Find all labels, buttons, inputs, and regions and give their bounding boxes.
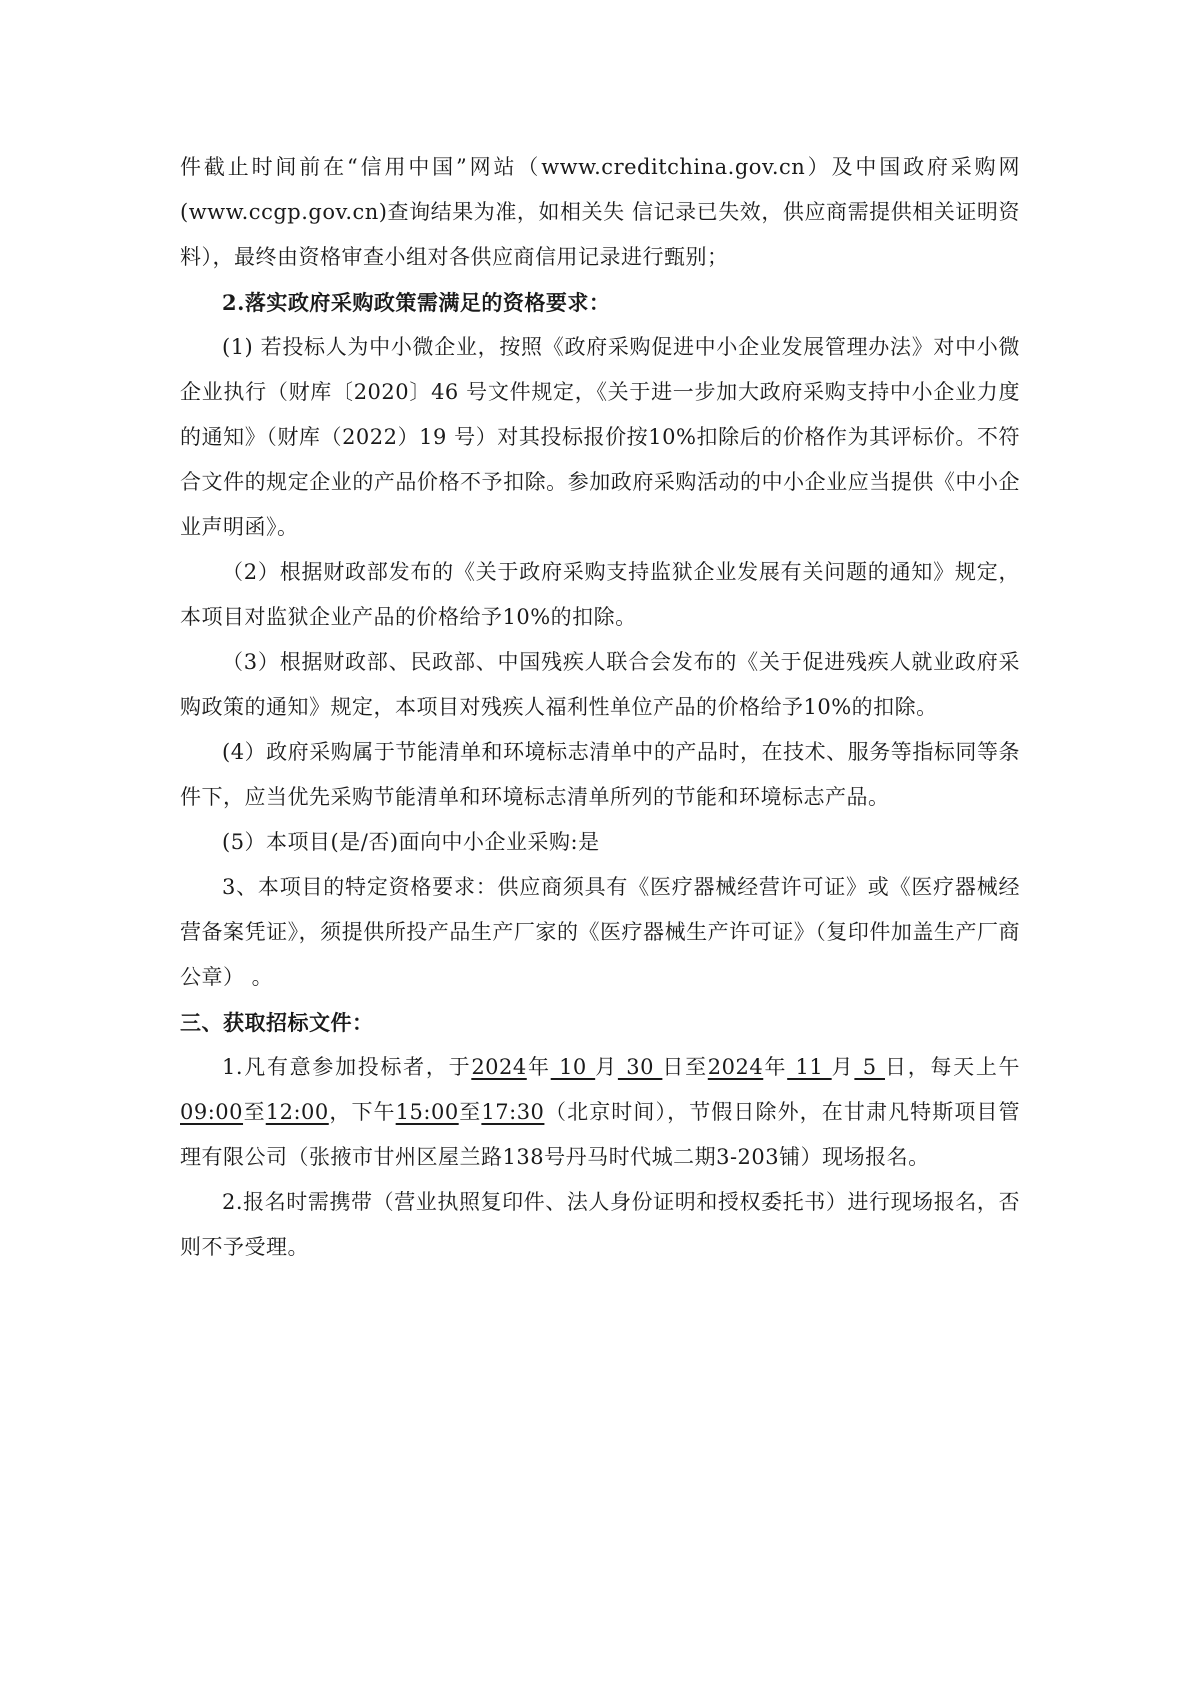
policy-item-5: (5）本项目(是/否)面向中小企业采购:是 [222,830,600,854]
obtain-item-1 [180,1045,1020,1180]
obtain-heading: 三、获取招标文件： [180,1010,374,1035]
obtain-prefix: 1.凡有意参加投标者，于 [222,1055,472,1079]
policy-item-1: (1) 若投标人为中小微企业，按照《政府采购促进中小企业发展管理办法》对中小微企业执行（财库〔2020〕46 号文件规定，《关于进一步加大政府采购支持中小企业力度的通知》（财库（2022）19 号）对其投标报价按10%扣除后的价格作为其评标价。不符合文件的规定企业的产品价格不予扣除。参加政府采购活动的中小企业应当提供《中小企业声明函》。 [180,335,1020,539]
text-to-2: 至 [458,1100,482,1124]
specific-requirement: 3、本项目的特定资格要求：供应商须具有《医疗器械经营许可证》或《医疗器械经营备案凭证》，须提供所投产品生产厂家的《医疗器械生产许可证》（复印件加盖生产厂商公章） 。 [180,875,1020,989]
text-pm: ，下午 [328,1100,396,1124]
start-month: 10 [550,1055,596,1079]
am-start: 09:00 [180,1100,244,1124]
end-day: 5 [854,1055,885,1079]
obtain-item-2: 2.报名时需携带（营业执照复印件、法人身份证明和授权委托书）进行现场报名，否则不予受理。 [180,1190,1020,1259]
start-day: 30 [617,1055,663,1079]
text-month-2: 月 [831,1055,855,1079]
text-year: 年 [526,1055,551,1079]
end-year: 2024 [707,1055,764,1079]
text-daily: 日，每天上午 [885,1055,1021,1079]
text-year-2: 年 [763,1055,788,1079]
start-year: 2024 [471,1055,527,1079]
am-end: 12:00 [265,1100,329,1124]
end-month: 11 [787,1055,832,1079]
text-month: 月 [595,1055,618,1079]
document-page [180,145,1020,1270]
policy-item-2: （2）根据财政部发布的《关于政府采购支持监狱企业发展有关问题的通知》规定，本项目对监狱企业产品的价格给予10%的扣除。 [180,560,1020,629]
policy-item-3: （3）根据财政部、民政部、中国残疾人联合会发布的《关于促进残疾人就业政府采购政策的通知》规定，本项目对残疾人福利性单位产品的价格给予10%的扣除。 [180,650,1020,719]
policy-item-4: (4）政府采购属于节能清单和环境标志清单中的产品时，在技术、服务等指标同等条件下，应当优先采购节能清单和环境标志清单所列的节能和环境标志产品。 [180,740,1020,809]
pm-end: 17:30 [481,1100,545,1124]
pm-start: 15:00 [395,1100,459,1124]
credit-paragraph: 件截止时间前在“信用中国”网站（www.creditchina.gov.cn）及中国政府采购网(www.ccgp.gov.cn)查询结果为准，如相关失 信记录已失效，供应商需提供相关证明资料），最终由资格审查小组对各供应商信用记录进行甄别； [180,155,1020,269]
text-to: 至 [243,1100,266,1124]
text-day-to: 日至 [662,1055,708,1079]
obtain-suffix: （北京时间），节假日除外，在甘肃凡特斯项目管理有限公司（张掖市甘州区屋兰路138号丹马时代城二期3-203铺）现场报名。 [180,1100,1021,1169]
policy-heading: 2.落实政府采购政策需满足的资格要求： [222,290,611,315]
